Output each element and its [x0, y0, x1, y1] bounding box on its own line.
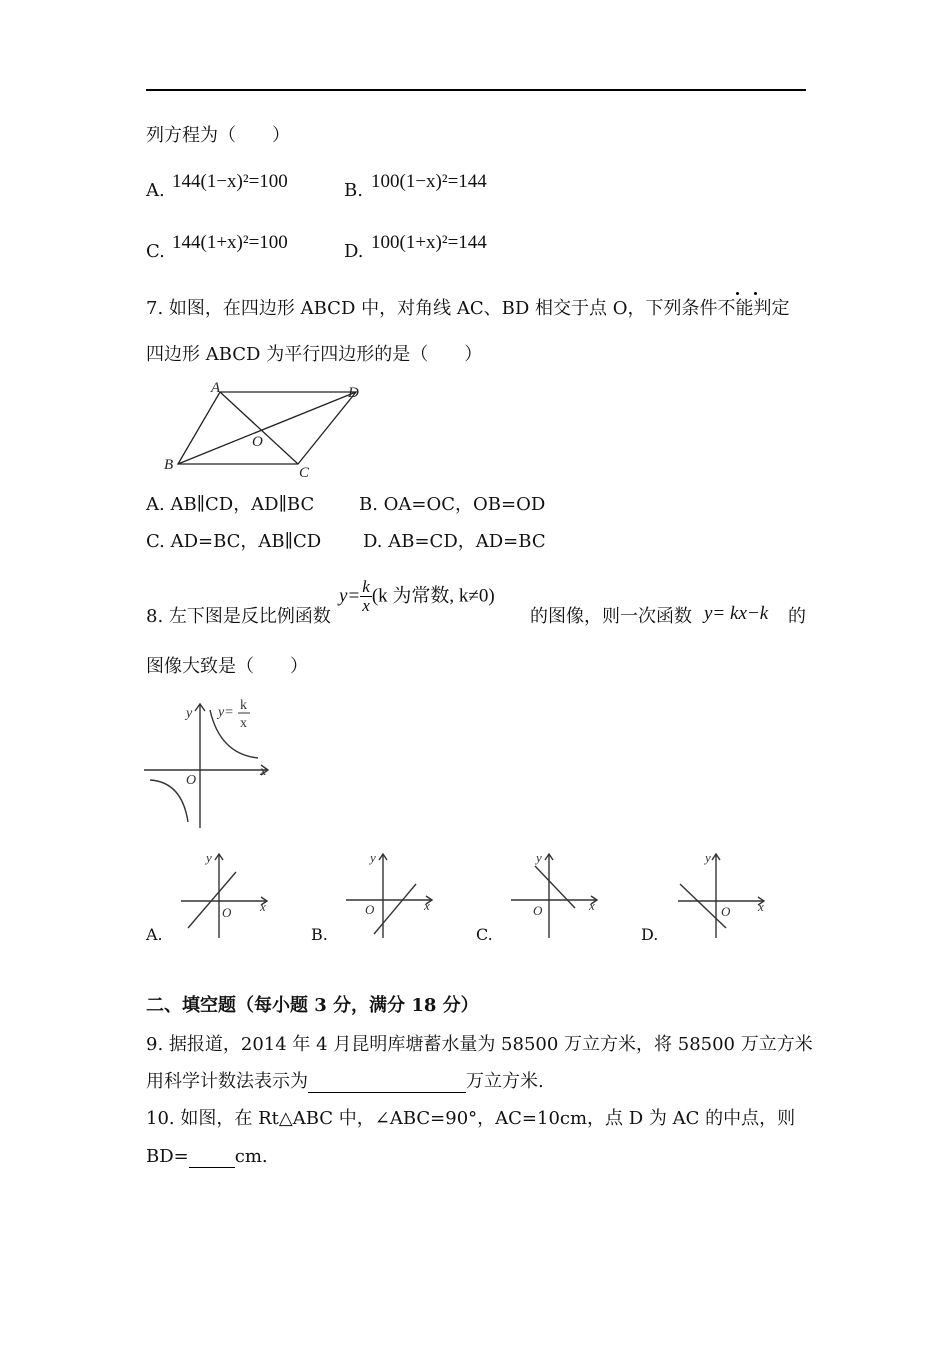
q8-stem-suffix: 的: [788, 606, 806, 627]
option-graph-b: [340, 848, 440, 940]
q6-option-b-label: B.: [344, 180, 363, 201]
label-b: B: [164, 457, 174, 473]
q9-line2-prefix: 用科学计数法表示为: [146, 1071, 308, 1092]
emphasis-dot: [736, 292, 739, 295]
graph-label-x: x: [260, 764, 267, 779]
label-y: y: [705, 850, 711, 865]
q10-line2: [146, 1146, 268, 1168]
label-o: O: [222, 905, 232, 920]
header-rule: [146, 89, 806, 91]
diagonal-bd: [178, 392, 356, 464]
q6-stem: 列方程为（ ）: [146, 125, 290, 146]
q9-line2: [146, 1071, 544, 1093]
curve-label-num: k: [240, 698, 247, 713]
q8-option-a-label: A.: [146, 925, 163, 944]
q6-option-c-label: C.: [146, 241, 165, 262]
label-c: C: [299, 465, 310, 481]
label-d: D: [348, 385, 359, 401]
q9-answer-blank[interactable]: [308, 1074, 466, 1093]
q8-linear-expr: y= kx−k: [704, 603, 769, 624]
q10-answer-blank[interactable]: [189, 1149, 235, 1168]
curve-label-den: x: [240, 716, 247, 731]
graph-label-o: O: [186, 773, 197, 788]
inverse-function-graph: [140, 698, 280, 833]
diagonal-ac: [220, 392, 298, 464]
section-heading: 二、填空题（每小题 3 分，满分 18 分）: [146, 995, 479, 1016]
q7-option-a: A. AB∥CD，AD∥BC: [146, 494, 315, 515]
q8-func-fraction: [360, 578, 372, 615]
label-o: O: [252, 434, 263, 450]
q8-stem-prefix: 8. 左下图是反比例函数: [146, 606, 331, 627]
label-y: y: [206, 850, 212, 865]
label-y: y: [370, 850, 376, 865]
q8-func-cond: (k 为常数, k≠0): [371, 585, 495, 607]
graph-label-y: y: [186, 706, 193, 721]
q7-stem-line1: 7. 如图，在四边形 ABCD 中，对角线 AC、BD 相交于点 O，下列条件不能判定: [146, 298, 790, 319]
label-o: O: [721, 904, 731, 919]
hyperbola-branch-2: [150, 780, 188, 822]
label-x: x: [758, 899, 764, 914]
label-o: O: [365, 902, 375, 917]
q8-func-lhs: y=: [339, 585, 361, 607]
q7-stem-line2: 四边形 ABCD 为平行四边形的是（ ）: [146, 344, 483, 365]
q6-option-d-label: D.: [344, 241, 364, 262]
parallelogram-figure: [160, 380, 370, 480]
q8-inverse-function: [339, 578, 495, 622]
line-graph: [535, 866, 575, 908]
q7-option-b: B. OA=OC，OB=OD: [359, 494, 546, 515]
line-graph: [374, 884, 416, 934]
label-x: x: [260, 899, 266, 914]
q10-line2-suffix: cm.: [234, 1146, 268, 1167]
q10-line2-prefix: BD=: [146, 1146, 189, 1167]
q9-line1: 9. 据报道，2014 年 4 月昆明库塘蓄水量为 58500 万立方米，将 58500 万立方米: [146, 1034, 813, 1055]
q6-option-d-expr: 100(1+x)²=144: [371, 232, 487, 253]
q8-func-den: x: [362, 596, 370, 615]
q6-option-a-label: A.: [146, 180, 165, 201]
q7-option-c: C. AD=BC，AB∥CD: [146, 531, 322, 552]
q7-option-d: D. AB=CD，AD=BC: [363, 531, 546, 552]
option-graph-a: [175, 848, 275, 940]
q8-option-b-label: B.: [311, 925, 328, 944]
option-graph-c: [505, 848, 605, 940]
q8-option-d-label: D.: [641, 925, 659, 944]
curve-label-lhs: y=: [218, 705, 234, 720]
label-a: A: [211, 380, 221, 396]
q6-option-b-expr: 100(1−x)²=144: [371, 171, 487, 192]
q8-option-c-label: C.: [476, 925, 493, 944]
line-graph: [680, 884, 726, 928]
q8-stem-mid: 的图像，则一次函数: [530, 606, 692, 627]
q9-line2-suffix: 万立方米.: [466, 1071, 544, 1092]
label-y: y: [536, 850, 542, 865]
q6-option-a-expr: 144(1−x)²=100: [172, 171, 288, 192]
q8-stem-line2: 图像大致是（ ）: [146, 656, 308, 677]
label-x: x: [424, 898, 430, 913]
emphasis-dot: [754, 292, 757, 295]
label-o: O: [533, 903, 543, 918]
label-x: x: [589, 898, 595, 913]
q6-option-c-expr: 144(1+x)²=100: [172, 232, 288, 253]
option-graph-d: [672, 848, 772, 940]
q8-func-num: k: [362, 577, 370, 596]
q10-line1: 10. 如图，在 Rt△ABC 中，∠ABC=90°，AC=10cm，点 D 为 AC 的中点，则: [146, 1108, 796, 1129]
